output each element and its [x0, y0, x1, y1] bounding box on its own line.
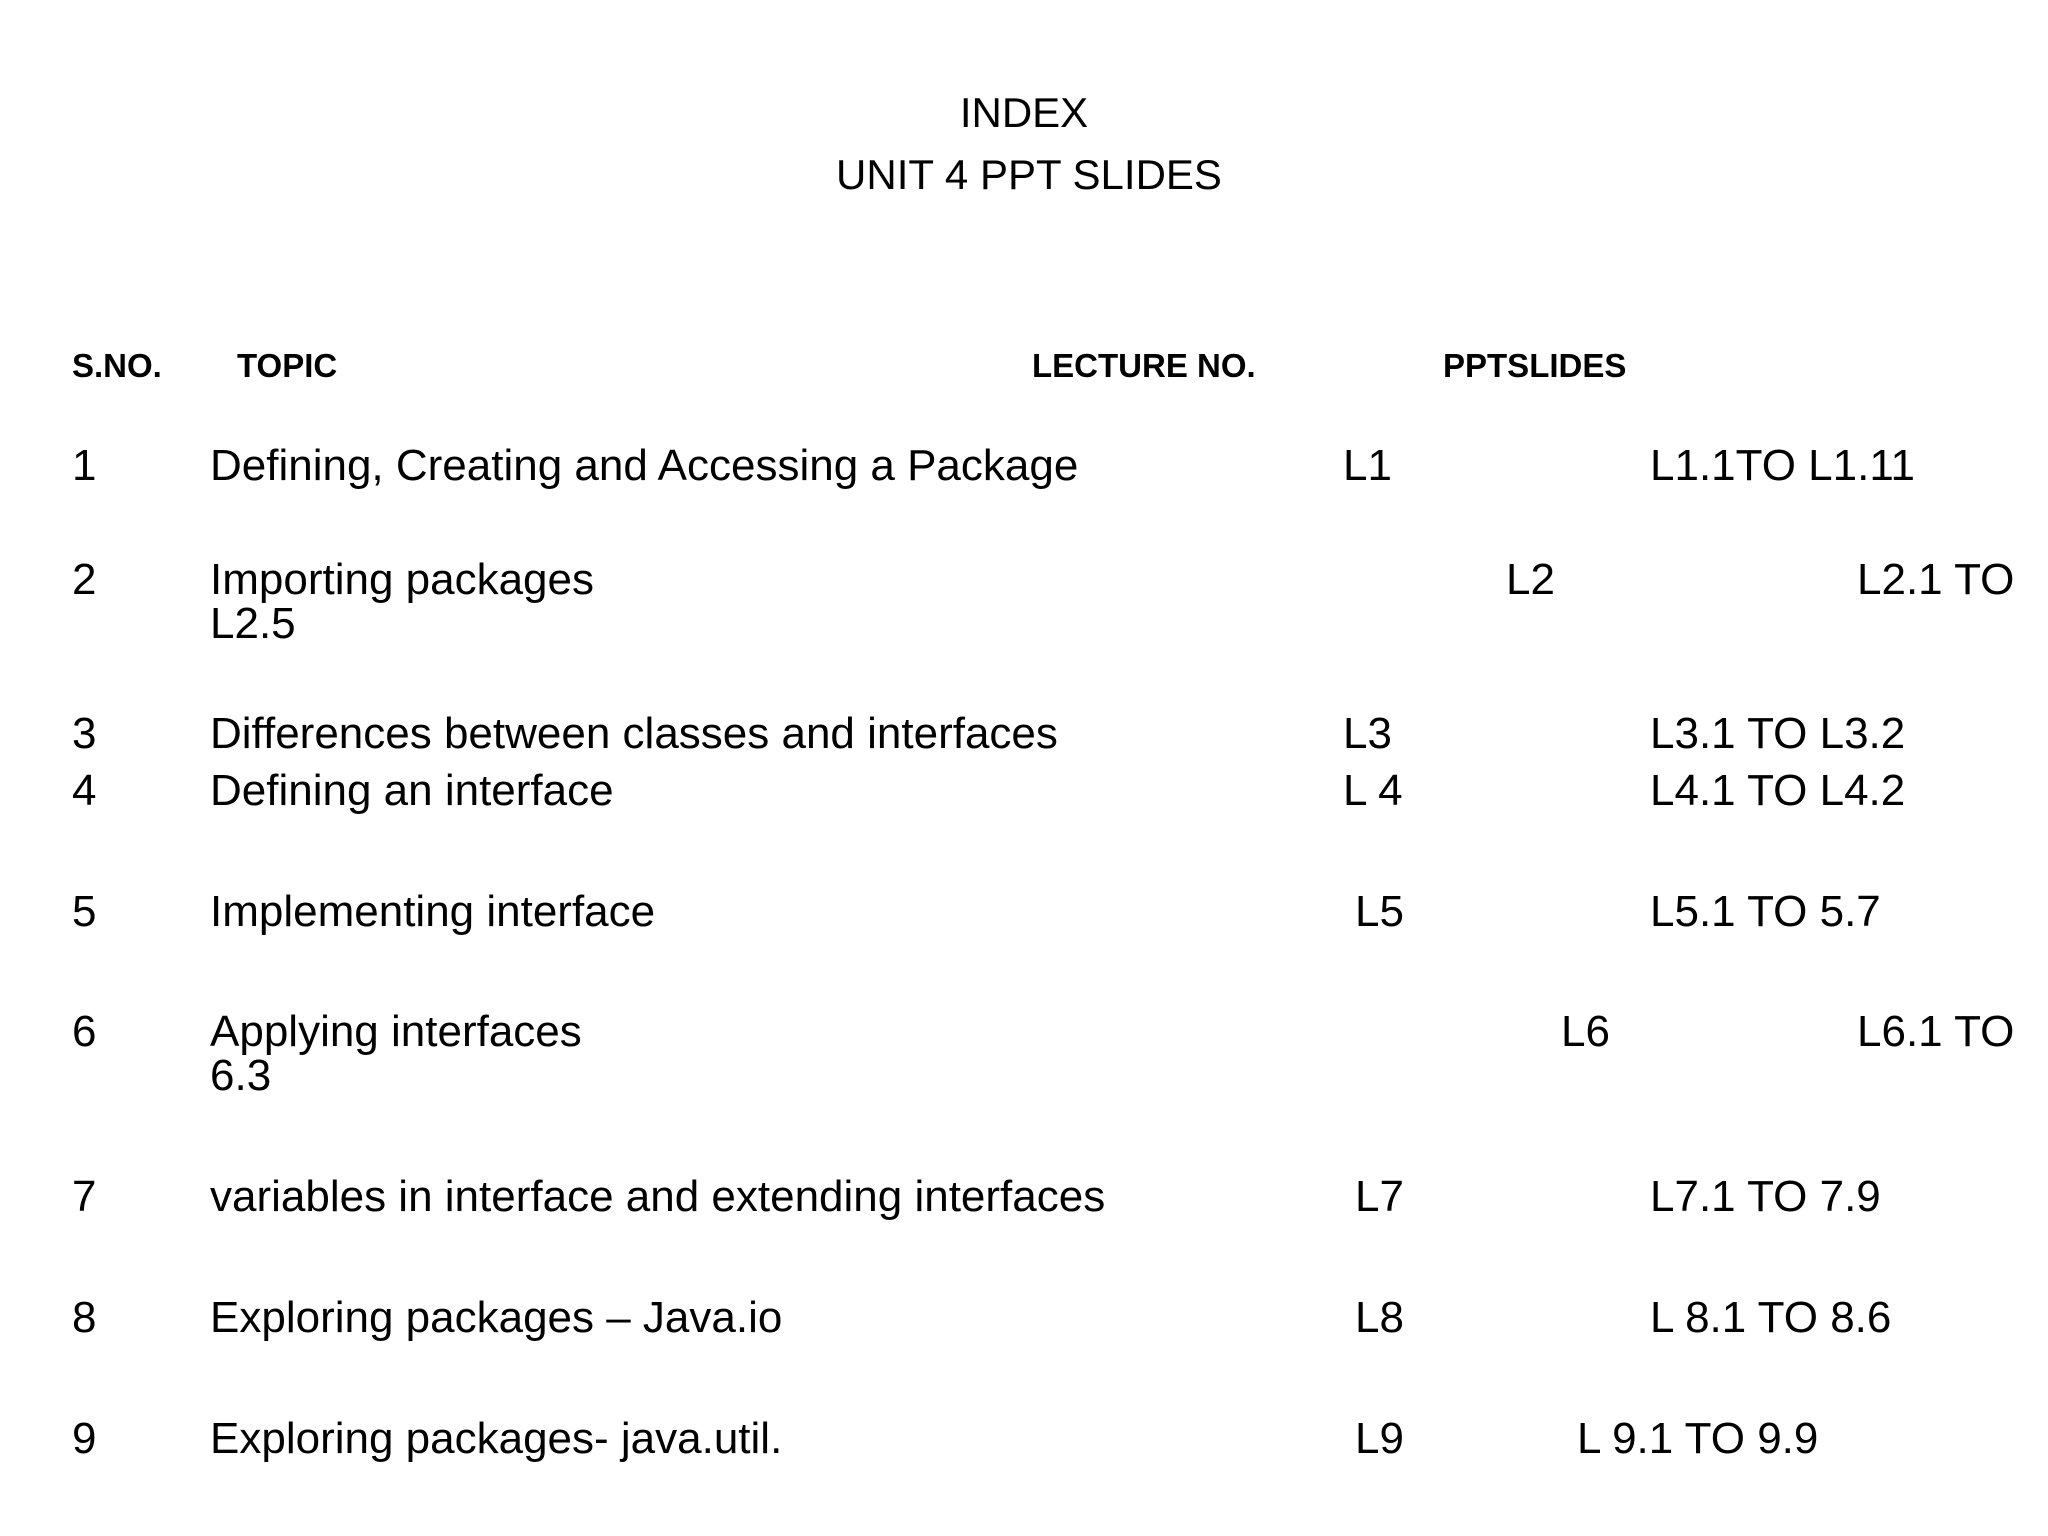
row-topic: Importing packages: [210, 555, 594, 604]
row-sno: 9: [72, 1414, 97, 1463]
row-lecture: L1: [1343, 441, 1392, 490]
header-slides: PPTSLIDES: [1443, 347, 1627, 384]
row-topic: Applying interfaces: [210, 1007, 582, 1056]
page-subtitle: UNIT 4 PPT SLIDES: [836, 151, 1222, 198]
row-topic: variables in interface and extending interfaces: [210, 1172, 1106, 1221]
row-topic: Exploring packages- java.util.: [210, 1414, 783, 1463]
row-lecture: L9: [1355, 1414, 1404, 1463]
row-slides: L2.1 TO: [1857, 555, 2015, 604]
row-sno: 3: [72, 709, 97, 758]
header-lecture: LECTURE NO.: [1032, 347, 1256, 384]
row-topic: Differences between classes and interfaces: [210, 709, 1058, 758]
row-topic: Implementing interface: [210, 887, 656, 936]
row-topic: Defining an interface: [210, 766, 614, 815]
row-lecture: L2: [1506, 555, 1555, 604]
row-sno: 1: [72, 441, 97, 490]
row-slides: L7.1 TO 7.9: [1650, 1172, 1881, 1221]
row-slides: L 9.1 TO 9.9: [1577, 1414, 1819, 1463]
row-topic: Exploring packages – Java.io: [210, 1293, 783, 1342]
row-slides: L4.1 TO L4.2: [1650, 766, 1906, 815]
row-slides: L 8.1 TO 8.6: [1650, 1293, 1892, 1342]
row-slides-wrap: 6.3: [210, 1051, 272, 1100]
row-slides: L5.1 TO 5.7: [1650, 887, 1881, 936]
row-sno: 7: [72, 1172, 97, 1221]
row-sno: 6: [72, 1007, 97, 1056]
header-topic: TOPIC: [237, 347, 338, 384]
row-slides: L6.1 TO: [1857, 1007, 2015, 1056]
row-sno: 8: [72, 1293, 97, 1342]
row-lecture: L7: [1355, 1172, 1404, 1221]
page-title: INDEX: [959, 89, 1089, 136]
header-sno: S.NO.: [72, 347, 162, 384]
row-lecture: L6: [1561, 1007, 1610, 1056]
row-lecture: L8: [1355, 1293, 1404, 1342]
row-sno: 4: [72, 766, 97, 815]
row-slides: L1.1TO L1.11: [1650, 441, 1916, 490]
row-sno: 5: [72, 887, 97, 936]
row-lecture: L 4: [1343, 766, 1403, 815]
row-slides: L3.1 TO L3.2: [1650, 709, 1906, 758]
row-slides-wrap: L2.5: [210, 599, 296, 648]
row-lecture: L3: [1343, 709, 1392, 758]
row-topic: Defining, Creating and Accessing a Package: [210, 441, 1079, 490]
row-lecture: L5: [1355, 887, 1404, 936]
row-sno: 2: [72, 555, 97, 604]
